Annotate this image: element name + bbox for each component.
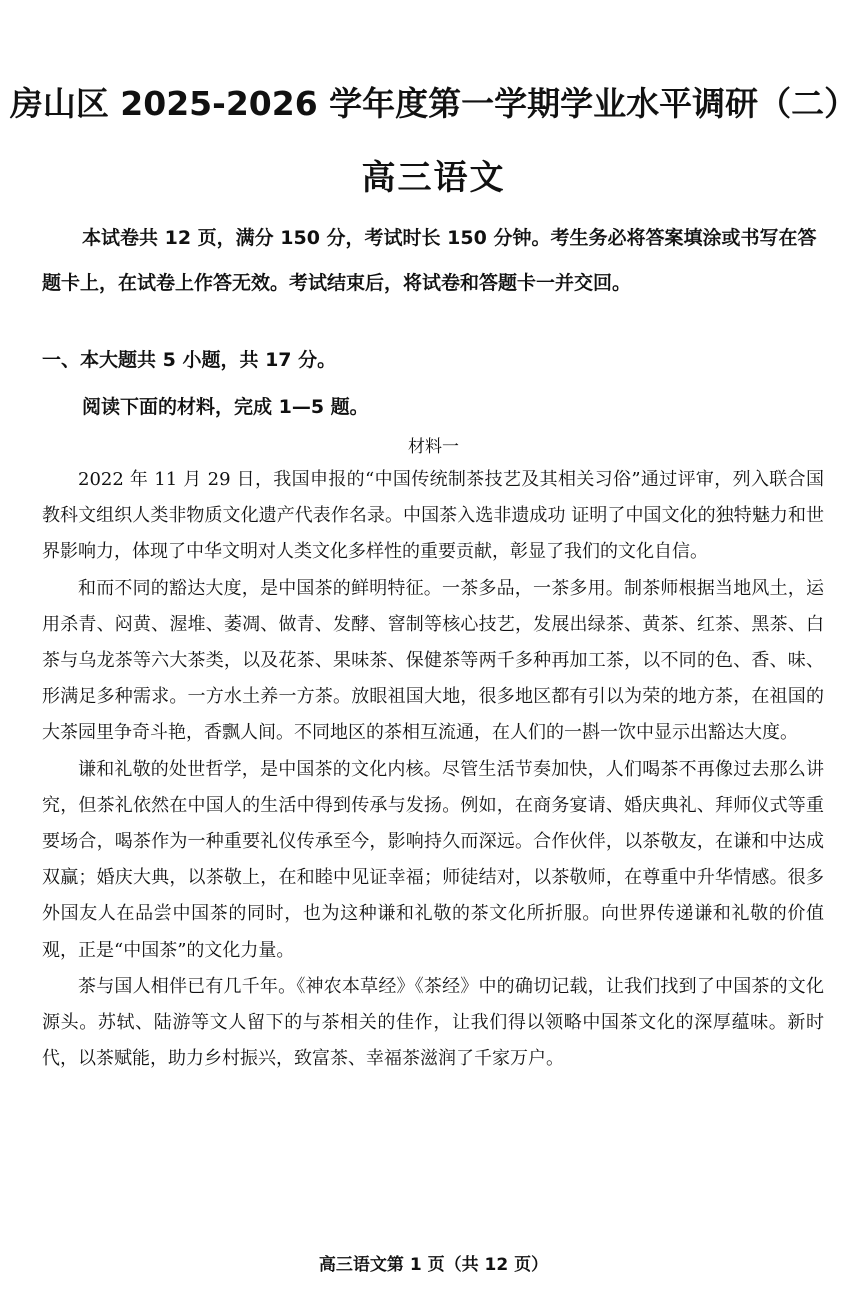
material-title: 材料一 <box>408 437 459 457</box>
paragraph-4: 茶与国人相伴已有几千年。《神农本草经》《茶经》中的确切记载，让我们找到了中国茶的文化源头。苏轼、陆游等文人留下的与茶相关的佳作，让我们得以领略中国茶文化的深厚蕴味。新时代，以茶赋能，助力乡村振兴，致富茶、幸福茶滋润了千家万户。 <box>42 975 824 1070</box>
paragraph-2: 和而不同的豁达大度，是中国茶的鲜明特征。一茶多品，一茶多用。制茶师根据当地风土，运用杀青、闷黄、渥堆、萎凋、做青、发酵、窨制等核心技艺，发展出绿茶、黄茶、红茶、黑茶、白茶与乌龙茶等六大茶类，以及花茶、果味茶、保健茶等两千多种再加工茶，以不同的色、香、味、形满足多种需求。一方水土养一方茶。放眼祖国大地，很多地区都有引以为荣的地方茶，在祖国的大茶园里争奇斗艳，香飘人间。不同地区的茶相互流通，在人们的一斟一饮中显示出豁达大度。 <box>42 577 824 744</box>
material-body <box>42 462 824 1077</box>
paragraph-1: 2022 年 11 月 29 日，我国申报的“中国传统制茶技艺及其相关习俗”通过评审，列入联合国教科文组织人类非物质文化遗产代表作名录。中国茶入选非遗成功 证明了中国文化的独特魅力和世界影响力，体现了中华文明对人类文化多样性的重要贡献，彰显了我们的文化自信。 <box>42 469 824 563</box>
page-subtitle: 高三语文 <box>361 158 506 198</box>
reading-instruction: 阅读下面的材料，完成 1—5 题。 <box>82 396 369 418</box>
paragraph-3: 谦和礼敬的处世哲学，是中国茶的文化内核。尽管生活节奏加快，人们喝茶不再像过去那么讲究，但茶礼依然在中国人的生活中得到传承与发扬。例如，在商务宴请、婚庆典礼、拜师仪式等重要场合，喝茶作为一种重要礼仪传承至今，影响持久而深远。合作伙伴，以茶敬友，在谦和中达成双赢；婚庆大典，以茶敬上，在和睦中见证幸福；师徒结对，以茶敬师，在尊重中升华情感。很多外国友人在品尝中国茶的同时，也为这种谦和礼敬的茶文化所折服。向世界传递谦和礼敬的价值观，正是“中国茶”的文化力量。 <box>42 758 824 961</box>
section-heading: 一、本大题共 5 小题，共 17 分。 <box>42 349 337 371</box>
page-title: 房山区 2025-2026 学年度第一学期学业水平调研（二） <box>9 84 858 123</box>
exam-notice: 本试卷共 12 页，满分 150 分，考试时长 150 分钟。考生务必将答案填涂或书写在答题卡上，在试卷上作答无效。考试结束后，将试卷和答题卡一并交回。 <box>42 227 817 294</box>
page-footer: 高三语文第 1 页（共 12 页） <box>318 1255 549 1275</box>
